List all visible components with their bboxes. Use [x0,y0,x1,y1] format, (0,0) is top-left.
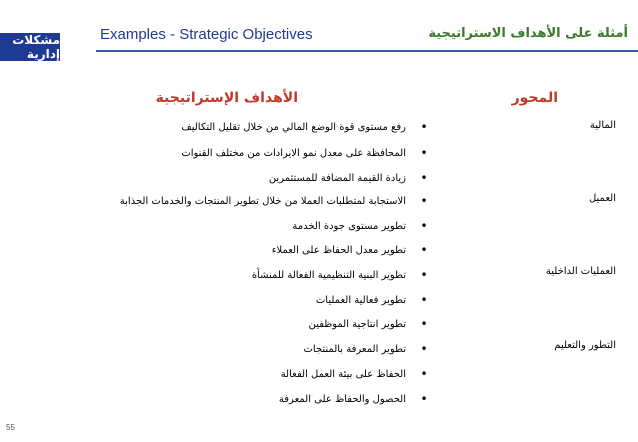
objective-text: الاستجابة لمتطلبات العملا من خلال تطوير المنتجات والخدمات الجذابة [119,195,406,207]
slide-title-english: Examples - Strategic Objectives [100,26,313,43]
bullet: • [420,194,428,208]
objective-item [0,364,430,384]
bullet: • [420,317,428,331]
page-number: 55 [6,423,15,432]
bullet: • [420,219,428,233]
objective-item [0,265,430,285]
slide-header [96,22,638,52]
objective-text: تطوير المعرفة بالمنتجات [303,343,406,355]
bullet: • [420,268,428,282]
objective-text: تطوير البنية التنظيمية الفعالة للمنشأة [251,269,406,281]
bullet: • [420,120,428,134]
objective-item [0,191,430,211]
objective-item [0,240,430,260]
bullet: • [420,146,428,160]
side-tab-label[interactable]: مشكلات إدارية [0,33,60,61]
column-header-axis: المحور [511,90,558,106]
objective-item [0,143,430,163]
objective-text: تطوير فعالية العمليات [315,294,406,306]
objective-text: تطوير مستوى جودة الخدمة [292,220,406,232]
bullet: • [420,243,428,257]
bullet: • [420,171,428,185]
objective-item [0,314,430,334]
objective-text: المحافظة على معدل نمو الايرادات من مختلف القنوات [181,147,406,159]
slide-title-arabic: أمثلة على الأهداف الاستراتيجية [428,26,628,41]
objective-text: الحفاظ على بيئة العمل الفعالة [280,368,406,380]
objective-text: تطوير انتاجية الموظفين [308,318,406,330]
bullet: • [420,392,428,406]
bullet: • [420,342,428,356]
axis-label-financial: المالية [589,120,616,131]
bullet: • [420,367,428,381]
objective-item [0,216,430,236]
axis-label-customer: العميل [588,193,616,204]
objective-item [0,168,430,188]
objective-item [0,339,430,359]
axis-label-internal-processes: العمليات الداخلية [545,266,616,277]
column-header-objectives: الأهداف الإستراتيجية [155,90,298,106]
axis-label-learning-growth: التطور والتعليم [554,340,616,351]
objective-text: الحصول والحفاظ على المعرفة [278,393,406,405]
objective-text: زيادة القيمة المضافة للمستثمرين [268,172,406,184]
objective-item [0,117,430,137]
objective-text: رفع مستوى قوة الوضع المالي من خلال تقليل التكاليف [181,121,406,133]
objective-text: تطوير معدل الحفاظ على العملاء [271,244,406,256]
bullet: • [420,293,428,307]
objective-item [0,389,430,409]
objective-item [0,290,430,310]
